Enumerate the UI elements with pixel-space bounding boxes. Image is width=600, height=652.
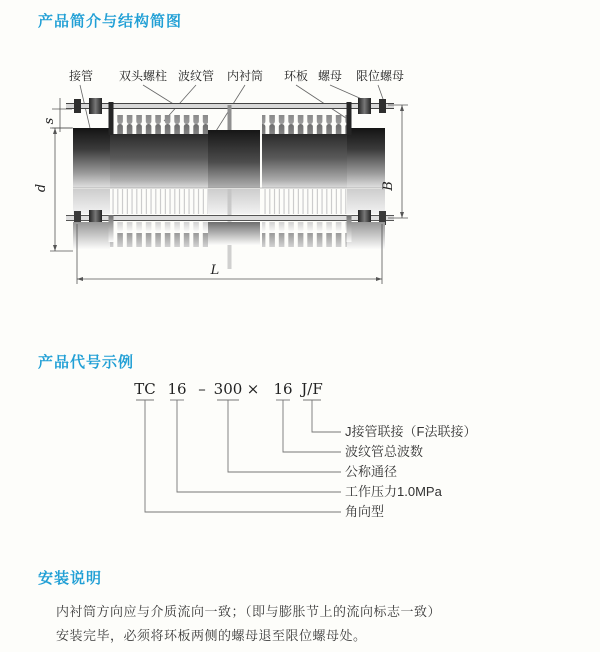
ring-plate-left	[109, 102, 114, 135]
code-token-times: ×	[246, 380, 260, 398]
callout-labels	[345, 424, 476, 519]
section-title-install: 安装说明	[38, 570, 103, 587]
callout-pressure: 工作压力1.0MPa	[345, 484, 442, 499]
center-stud-top	[228, 105, 232, 132]
ring-plate-left-bottom	[109, 215, 114, 242]
install-line-2: 安装完毕，必须将环板两侧的螺母退至限位螺母处。	[56, 627, 367, 643]
dimension-d	[34, 128, 73, 251]
code-token-diameter: 300	[213, 380, 243, 398]
callout-diameter: 公称通径	[345, 464, 398, 479]
dim-label-d: d	[34, 183, 49, 193]
dim-label-s: s	[42, 117, 57, 125]
ring-plate-right-bottom	[347, 215, 352, 242]
code-token-type: TC	[134, 380, 156, 398]
structure-diagram	[30, 58, 480, 318]
install-instructions	[56, 600, 441, 647]
section-title-intro: 产品简介与结构简图	[38, 13, 183, 30]
label-huanban: 环板	[283, 69, 309, 83]
product-code-figure	[115, 373, 485, 533]
diagram-part-labels	[69, 68, 404, 83]
ring-plate-right	[347, 102, 352, 135]
code-token-dash: –	[198, 380, 206, 398]
dimension-B	[381, 105, 408, 218]
limit-nut-right-top	[379, 99, 386, 113]
install-line-1: 内衬筒方向应与介质流向一致；（即与膨胀节上的流向标志一致）	[56, 604, 442, 619]
section-title-code: 产品代号示例	[38, 354, 135, 371]
label-shuangtouluozhu: 双头螺柱	[118, 69, 168, 83]
bellows-right-top	[262, 115, 347, 136]
dim-label-B: B	[381, 181, 396, 191]
bellows-body-right	[262, 134, 347, 188]
code-token-pressure: 16	[167, 380, 187, 398]
callout-type: 角向型	[345, 504, 385, 519]
label-luomu: 螺母	[317, 69, 343, 83]
callout-connection: J接管联接（F法联接）	[345, 424, 477, 439]
code-tokens	[134, 380, 322, 398]
limit-nut-left-top	[74, 99, 81, 113]
inner-liner-collar	[208, 130, 260, 188]
callout-lines	[145, 400, 341, 512]
nut-left-top	[89, 98, 102, 114]
code-token-waves: 16	[273, 380, 293, 398]
dim-label-L: L	[210, 263, 220, 278]
nut-right-top	[358, 98, 371, 114]
body-upper	[73, 128, 385, 188]
bellows-body-left	[110, 134, 208, 188]
label-bowenguan: 波纹管	[177, 69, 215, 83]
bellows-left-top	[110, 115, 208, 136]
end-pipe-right	[347, 128, 385, 188]
end-pipe-left	[73, 128, 110, 188]
label-neichentong: 内衬筒	[226, 69, 264, 83]
code-token-connection: J/F	[301, 380, 323, 398]
callout-waves: 波纹管总波数	[345, 444, 424, 459]
label-jieguan: 接管	[68, 69, 94, 83]
label-xianweiluomu: 限位螺母	[355, 69, 405, 83]
